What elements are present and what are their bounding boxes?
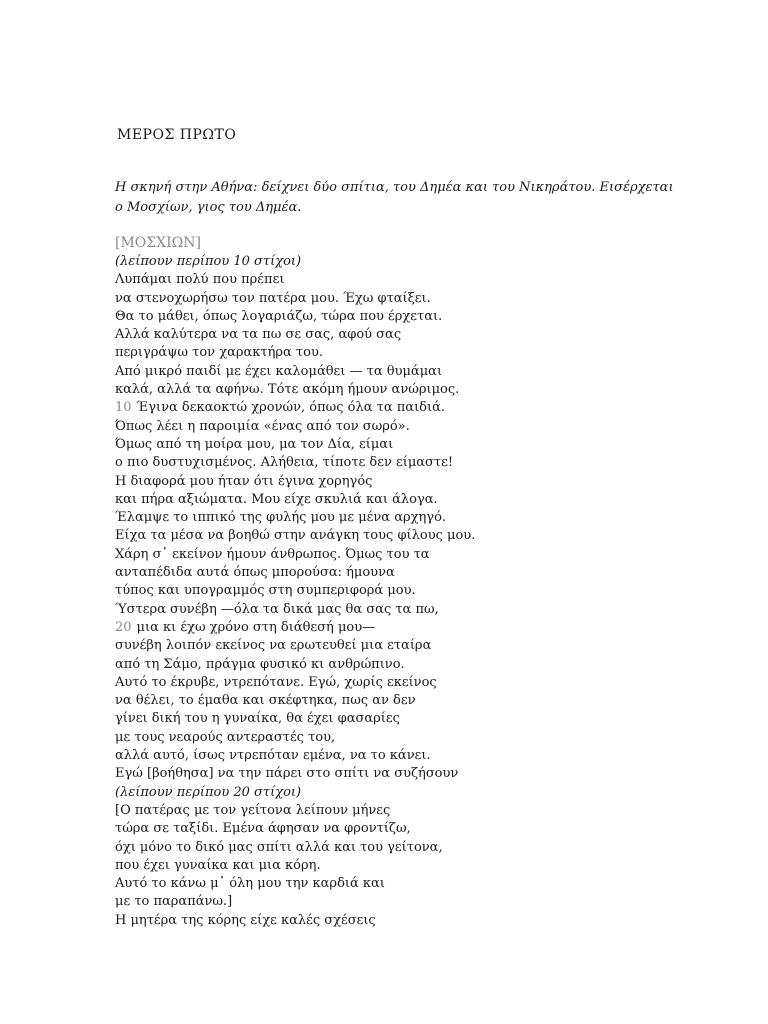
verse-line	[115, 582, 735, 600]
verse-line	[115, 674, 735, 692]
verse-line	[115, 692, 735, 710]
verse-text: Αυτό το κάνω μ᾽ όλη μου την καρδιά και	[115, 876, 385, 892]
verse-text: Η διαφορά μου ήταν ότι έγινα χορηγός	[115, 473, 373, 489]
verse-text: τύπος και υπογραμμός στη συμπεριφορά μου.	[115, 583, 416, 599]
verse-line	[115, 893, 735, 911]
verse-text: με το παραπάνω.]	[115, 894, 233, 910]
verse-line	[115, 710, 735, 728]
verse-text: Είχα τα μέσα να βοηθώ στην ανάγκη τους φίλους μου.	[115, 528, 476, 544]
verse-text: από τη Σάμο, πράγμα φυσικό κι ανθρώπινο.	[115, 656, 405, 672]
verse-line	[115, 363, 735, 381]
part-heading: ΜΕΡΟΣ ΠΡΩΤΟ	[117, 127, 237, 143]
verse-line	[115, 344, 735, 362]
verse-text: Η μητέρα της κόρης είχε καλές σχέσεις	[115, 912, 376, 928]
verse-line	[115, 290, 735, 308]
verse-text: Όμως από τη μοίρα μου, μα τον Δία, είμαι	[115, 436, 394, 452]
verse-text: Όπως λέει η παροιμία «ένας από τον σωρό».	[115, 418, 410, 434]
verse-text: ανταπέδιδα αυτά όπως μπορούσα: ήμουνα	[115, 565, 395, 581]
verse-text: Έγινα δεκαοκτώ χρονών, όπως όλα τα παιδιά.	[136, 400, 446, 416]
verse-line	[115, 326, 735, 344]
verse-text: καλά, αλλά τα αφήνω. Τότε ακόμη ήμουν ανώριμος.	[115, 382, 460, 398]
stage-direction	[115, 178, 715, 218]
verse-text: συνέβη λοιπόν εκείνος να ερωτευθεί μια εταίρα	[115, 638, 432, 654]
verse-text: αλλά αυτό, ίσως ντρεπόταν εμένα, να το κάνει.	[115, 748, 431, 764]
line-number: 20	[115, 619, 132, 635]
verse-text: Λυπάμαι πολύ που πρέπει	[115, 272, 285, 288]
verse-text: Ύστερα συνέβη —όλα τα δικά μας θα σας τα πω,	[115, 601, 439, 617]
verse-line	[115, 875, 735, 893]
verse-text: Αλλά καλύτερα να τα πω σε σας, αφού σας	[115, 327, 402, 343]
verse-text: με τους νεαρούς αντεραστές του,	[115, 729, 336, 745]
verse-line	[115, 527, 735, 545]
verse-text: γίνει δική του η γυναίκα, θα έχει φασαρίες	[115, 711, 400, 727]
verse-text: Αυτό το έκρυβε, ντρεπότανε. Εγώ, χωρίς εκείνος	[115, 674, 437, 690]
verse-line	[115, 509, 735, 527]
verse-text: (λείπουν περίπου 10 στίχοι)	[115, 254, 302, 269]
verse-line	[115, 656, 735, 674]
verse-text: που έχει γυναίκα και μια κόρη.	[115, 857, 321, 873]
verse-text: και πήρα αξιώματα. Μου είχε σκυλιά και άλογα.	[115, 491, 438, 507]
verse-line	[115, 546, 735, 564]
stage-direction-line: ο Μοσχίων, γιος του Δημέα.	[115, 200, 302, 215]
verse-line	[115, 271, 735, 289]
verse-text: περιγράψω τον χαρακτήρα του.	[115, 345, 323, 361]
verse-text: Εγώ [βοήθησα] να την πάρει στο σπίτι να συζήσουν	[115, 766, 459, 782]
verse-line	[115, 564, 735, 582]
verse-line	[115, 619, 735, 637]
verse-lines	[115, 253, 735, 930]
verse-text: ο πιο δυστυχισμένος. Αλήθεια, τίποτε δεν είμαστε!	[115, 455, 454, 471]
verse-line	[115, 454, 735, 472]
verse-text: μια κι έχω χρόνο στη διάθεσή μου—	[136, 619, 376, 635]
verse-text: Έλαμψε το ιππικό της φυλής μου με μένα αρχηγό.	[115, 510, 447, 526]
verse-line	[115, 308, 735, 326]
verse-line	[115, 381, 735, 399]
verse-line	[115, 637, 735, 655]
verse-text: να στενοχωρήσω τον πατέρα μου. Έχω φταίξει.	[115, 290, 431, 306]
verse-line	[115, 729, 735, 747]
verse-line	[115, 912, 735, 930]
speaker-name: [ΜΟΣΧΙΩΝ]	[115, 235, 201, 251]
verse-line	[115, 491, 735, 509]
verse-line	[115, 418, 735, 436]
verse-line	[115, 601, 735, 619]
verse-line	[115, 765, 735, 783]
verse-text: Θα το μάθει, όπως λογαριάζω, τώρα που έρχεται.	[115, 308, 443, 324]
verse-line	[115, 857, 735, 875]
verse-text: (λείπουν περίπου 20 στίχοι)	[115, 784, 302, 800]
verse-line	[115, 820, 735, 838]
verse-text: όχι μόνο το δικό μας σπίτι αλλά και του γείτονα,	[115, 839, 443, 855]
verse-text: τώρα σε ταξίδι. Εμένα άφησαν να φροντίζω,	[115, 821, 411, 837]
verse-text: Χάρη σ᾽ εκείνον ήμουν άνθρωπος. Όμως του τα	[115, 546, 430, 562]
line-number: 10	[115, 400, 132, 416]
verse-text: Από μικρό παιδί με έχει καλομάθει — τα θυμάμαι	[115, 363, 443, 379]
verse-text: να θέλει, το έμαθα και σκέφτηκα, πως αν δεν	[115, 693, 416, 709]
verse-line	[115, 747, 735, 765]
verse-text: [Ο πατέρας με τον γείτονα λείπουν μήνες	[115, 802, 391, 818]
verse-line	[115, 399, 735, 417]
verse-line	[115, 436, 735, 454]
verse-line	[115, 802, 735, 820]
lacuna-note	[115, 253, 735, 271]
verse-line	[115, 839, 735, 857]
lacuna-note	[115, 784, 735, 802]
stage-direction-line: Η σκηνή στην Αθήνα: δείχνει δύο σπίτια, του Δημέα και του Νικηράτου. Εισέρχεται	[115, 180, 674, 195]
verse-line	[115, 473, 735, 491]
